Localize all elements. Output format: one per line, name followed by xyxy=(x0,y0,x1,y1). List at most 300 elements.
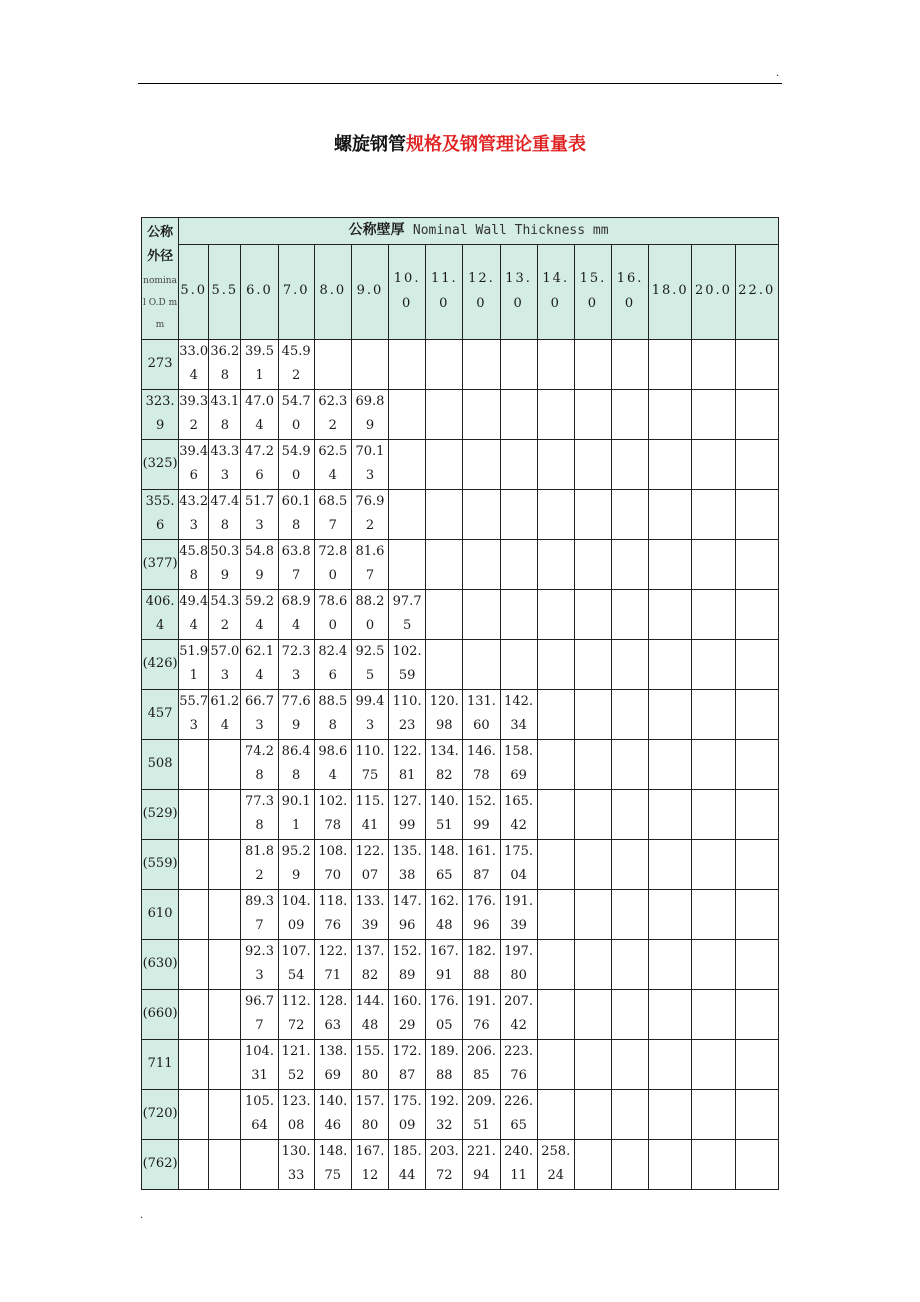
weight-cell: 162.48 xyxy=(426,889,463,939)
table-row xyxy=(142,789,779,839)
weight-cell xyxy=(735,1139,778,1189)
weight-cell: 121.52 xyxy=(278,1039,314,1089)
weight-cell: 120.98 xyxy=(426,689,463,739)
weight-cell xyxy=(537,339,574,389)
weight-cell: 104.31 xyxy=(241,1039,278,1089)
weight-cell: 122.71 xyxy=(314,939,351,989)
weight-cell: 127.99 xyxy=(389,789,426,839)
weight-cell: 110.23 xyxy=(389,689,426,739)
weight-cell: 167.91 xyxy=(426,939,463,989)
page-title xyxy=(0,130,920,156)
weight-cell xyxy=(574,689,611,739)
weight-cell: 66.73 xyxy=(241,689,278,739)
weight-cell: 62.14 xyxy=(241,639,278,689)
weight-cell xyxy=(179,1039,209,1089)
od-cell: (762) xyxy=(142,1139,179,1189)
weight-cell: 115.41 xyxy=(351,789,388,839)
weight-cell: 221.94 xyxy=(463,1139,500,1189)
weight-cell xyxy=(692,439,735,489)
table-row xyxy=(142,839,779,889)
weight-cell: 90.11 xyxy=(278,789,314,839)
thickness-header-cell: 13.0 xyxy=(500,244,537,339)
weight-cell: 86.48 xyxy=(278,739,314,789)
weight-cell xyxy=(209,889,241,939)
weight-cell xyxy=(241,1139,278,1189)
weight-cell: 197.80 xyxy=(500,939,537,989)
weight-cell: 50.39 xyxy=(209,539,241,589)
weight-cell: 39.46 xyxy=(179,439,209,489)
table-row xyxy=(142,1089,779,1139)
weight-cell: 54.89 xyxy=(241,539,278,589)
thickness-header-cell: 10.0 xyxy=(389,244,426,339)
weight-cell xyxy=(537,989,574,1039)
title-red-part: 规格及钢管理论重量表 xyxy=(406,134,586,155)
weight-cell xyxy=(426,539,463,589)
weight-cell xyxy=(463,339,500,389)
weight-cell xyxy=(611,889,648,939)
weight-cell xyxy=(179,1139,209,1189)
weight-cell: 155.80 xyxy=(351,1039,388,1089)
weight-cell xyxy=(209,939,241,989)
weight-cell: 158.69 xyxy=(500,739,537,789)
wall-thickness-header xyxy=(179,218,779,245)
weight-cell xyxy=(389,489,426,539)
weight-cell xyxy=(692,739,735,789)
weight-cell: 47.26 xyxy=(241,439,278,489)
weight-cell xyxy=(649,989,692,1039)
weight-cell xyxy=(500,589,537,639)
weight-cell xyxy=(611,689,648,739)
weight-cell: 39.51 xyxy=(241,339,278,389)
table-row xyxy=(142,1039,779,1089)
weight-cell: 140.51 xyxy=(426,789,463,839)
od-cell: (377) xyxy=(142,539,179,589)
table-row xyxy=(142,939,779,989)
weight-cell: 112.72 xyxy=(278,989,314,1039)
weight-cell: 81.67 xyxy=(351,539,388,589)
od-cell: 273 xyxy=(142,339,179,389)
weight-cell: 209.51 xyxy=(463,1089,500,1139)
weight-cell: 105.64 xyxy=(241,1089,278,1139)
weight-cell: 223.76 xyxy=(500,1039,537,1089)
weight-cell xyxy=(574,1039,611,1089)
weight-cell: 176.96 xyxy=(463,889,500,939)
weight-cell: 89.37 xyxy=(241,889,278,939)
weight-cell xyxy=(611,939,648,989)
weight-cell xyxy=(735,539,778,589)
thickness-header-row xyxy=(142,244,779,339)
wall-header-cn: 公称壁厚 xyxy=(348,222,405,238)
od-cell: (559) xyxy=(142,839,179,889)
weight-cell: 36.28 xyxy=(209,339,241,389)
weight-cell: 137.82 xyxy=(351,939,388,989)
weight-cell: 77.69 xyxy=(278,689,314,739)
weight-cell xyxy=(463,539,500,589)
weight-cell xyxy=(574,589,611,639)
weight-cell xyxy=(649,539,692,589)
weight-cell: 133.39 xyxy=(351,889,388,939)
weight-cell: 47.04 xyxy=(241,389,278,439)
weight-cell xyxy=(735,739,778,789)
weight-cell: 148.65 xyxy=(426,839,463,889)
weight-cell xyxy=(537,739,574,789)
weight-cell: 152.89 xyxy=(389,939,426,989)
weight-cell xyxy=(179,989,209,1039)
weight-cell xyxy=(611,789,648,839)
od-cell: 610 xyxy=(142,889,179,939)
weight-cell: 192.32 xyxy=(426,1089,463,1139)
weight-cell xyxy=(649,1089,692,1139)
weight-cell xyxy=(179,1089,209,1139)
weight-cell xyxy=(692,1139,735,1189)
weight-cell xyxy=(537,1089,574,1139)
weight-cell: 57.03 xyxy=(209,639,241,689)
weight-cell: 63.87 xyxy=(278,539,314,589)
od-cell: 711 xyxy=(142,1039,179,1089)
weight-cell xyxy=(649,339,692,389)
weight-cell xyxy=(537,539,574,589)
weight-cell xyxy=(735,1089,778,1139)
weight-cell: 203.72 xyxy=(426,1139,463,1189)
weight-cell xyxy=(500,639,537,689)
weight-cell xyxy=(574,839,611,889)
weight-cell: 51.91 xyxy=(179,639,209,689)
weight-cell xyxy=(692,539,735,589)
footer-mark: . xyxy=(140,1210,144,1221)
weight-cell: 167.12 xyxy=(351,1139,388,1189)
weight-cell xyxy=(611,539,648,589)
weight-cell: 55.73 xyxy=(179,689,209,739)
weight-cell xyxy=(463,439,500,489)
od-cell: 508 xyxy=(142,739,179,789)
weight-cell: 118.76 xyxy=(314,889,351,939)
thickness-header-cell: 14.0 xyxy=(537,244,574,339)
thickness-header-cell: 18.0 xyxy=(649,244,692,339)
weight-cell xyxy=(574,989,611,1039)
weight-cell xyxy=(209,839,241,889)
od-cell: 457 xyxy=(142,689,179,739)
weight-cell: 49.44 xyxy=(179,589,209,639)
weight-cell: 135.38 xyxy=(389,839,426,889)
weight-cell: 43.23 xyxy=(179,489,209,539)
weight-cell xyxy=(735,789,778,839)
weight-cell xyxy=(574,1089,611,1139)
weight-cell xyxy=(649,839,692,889)
weight-cell: 81.82 xyxy=(241,839,278,889)
weight-cell xyxy=(537,589,574,639)
od-header-line1: 公称 xyxy=(147,224,174,240)
weight-cell: 175.04 xyxy=(500,839,537,889)
thickness-header-cell: 12.0 xyxy=(463,244,500,339)
weight-cell: 51.73 xyxy=(241,489,278,539)
weight-cell xyxy=(611,639,648,689)
weight-cell: 69.89 xyxy=(351,389,388,439)
weight-cell xyxy=(692,589,735,639)
table-row xyxy=(142,439,779,489)
weight-cell xyxy=(426,589,463,639)
weight-cell: 182.88 xyxy=(463,939,500,989)
weight-cell: 39.32 xyxy=(179,389,209,439)
weight-cell xyxy=(692,789,735,839)
weight-cell: 47.48 xyxy=(209,489,241,539)
weight-cell: 72.33 xyxy=(278,639,314,689)
weight-cell xyxy=(735,489,778,539)
thickness-header-cell: 8.0 xyxy=(314,244,351,339)
weight-cell: 102.78 xyxy=(314,789,351,839)
thickness-header-cell: 11.0 xyxy=(426,244,463,339)
weight-cell: 122.07 xyxy=(351,839,388,889)
weight-cell: 92.55 xyxy=(351,639,388,689)
weight-cell: 72.80 xyxy=(314,539,351,589)
weight-cell xyxy=(574,539,611,589)
weight-cell: 68.57 xyxy=(314,489,351,539)
weight-cell xyxy=(351,339,388,389)
weight-cell: 104.09 xyxy=(278,889,314,939)
weight-cell xyxy=(537,1039,574,1089)
weight-cell xyxy=(500,539,537,589)
weight-cell xyxy=(649,739,692,789)
weight-cell xyxy=(649,1139,692,1189)
weight-cell: 226.65 xyxy=(500,1089,537,1139)
weight-cell xyxy=(692,1089,735,1139)
table-row xyxy=(142,389,779,439)
weight-cell xyxy=(611,739,648,789)
weight-cell xyxy=(209,739,241,789)
od-cell: 406.4 xyxy=(142,589,179,639)
weight-cell xyxy=(574,939,611,989)
thickness-header-cell: 5.5 xyxy=(209,244,241,339)
weight-cell xyxy=(574,889,611,939)
od-cell: (426) xyxy=(142,639,179,689)
weight-cell xyxy=(735,889,778,939)
od-header-line2: 外径 xyxy=(147,249,174,265)
weight-cell xyxy=(611,1039,648,1089)
weight-cell xyxy=(611,989,648,1039)
weight-cell: 62.32 xyxy=(314,389,351,439)
weight-cell xyxy=(735,939,778,989)
weight-cell: 96.77 xyxy=(241,989,278,1039)
weight-cell: 189.88 xyxy=(426,1039,463,1089)
od-header-cell xyxy=(142,218,179,340)
weight-cell xyxy=(574,739,611,789)
table-row xyxy=(142,689,779,739)
weight-cell: 185.44 xyxy=(389,1139,426,1189)
weight-cell: 157.80 xyxy=(351,1089,388,1139)
weight-cell xyxy=(692,889,735,939)
weight-cell: 61.24 xyxy=(209,689,241,739)
weight-cell xyxy=(537,839,574,889)
weight-cell xyxy=(426,639,463,689)
weight-cell: 99.43 xyxy=(351,689,388,739)
weight-cell xyxy=(649,889,692,939)
weight-cell: 147.96 xyxy=(389,889,426,939)
weight-cell xyxy=(537,689,574,739)
weight-cell xyxy=(692,389,735,439)
weight-cell xyxy=(209,989,241,1039)
weight-cell: 148.75 xyxy=(314,1139,351,1189)
weight-cell xyxy=(692,339,735,389)
weight-cell xyxy=(179,789,209,839)
weight-cell xyxy=(692,689,735,739)
weight-cell xyxy=(611,1139,648,1189)
weight-cell: 138.69 xyxy=(314,1039,351,1089)
weight-cell: 102.59 xyxy=(389,639,426,689)
weight-cell: 45.88 xyxy=(179,539,209,589)
weight-cell: 68.94 xyxy=(278,589,314,639)
weight-cell xyxy=(500,489,537,539)
weight-cell xyxy=(735,1039,778,1089)
weight-cell: 108.70 xyxy=(314,839,351,889)
weight-cell: 54.70 xyxy=(278,389,314,439)
weight-cell xyxy=(463,389,500,439)
weight-cell xyxy=(426,439,463,489)
weight-cell: 70.13 xyxy=(351,439,388,489)
weight-cell: 191.76 xyxy=(463,989,500,1039)
weight-cell xyxy=(389,539,426,589)
weight-cell xyxy=(735,439,778,489)
weight-cell: 191.39 xyxy=(500,889,537,939)
weight-cell xyxy=(649,689,692,739)
weight-cell xyxy=(314,339,351,389)
weight-cell xyxy=(735,339,778,389)
thickness-header-cell: 6.0 xyxy=(241,244,278,339)
weight-cell: 82.46 xyxy=(314,639,351,689)
weight-cell xyxy=(179,939,209,989)
table-row xyxy=(142,539,779,589)
weight-cell: 107.54 xyxy=(278,939,314,989)
weight-cell xyxy=(537,439,574,489)
header-mark: . xyxy=(776,68,780,79)
weight-cell xyxy=(500,339,537,389)
weight-cell: 78.60 xyxy=(314,589,351,639)
od-cell: (325) xyxy=(142,439,179,489)
weight-cell xyxy=(537,639,574,689)
thickness-header-cell: 16.0 xyxy=(611,244,648,339)
weight-cell xyxy=(574,439,611,489)
weight-cell xyxy=(426,489,463,539)
weight-cell xyxy=(649,389,692,439)
weight-cell xyxy=(611,589,648,639)
weight-cell: 206.85 xyxy=(463,1039,500,1089)
weight-cell: 122.81 xyxy=(389,739,426,789)
weight-cell xyxy=(389,439,426,489)
weight-cell xyxy=(692,989,735,1039)
wall-header-en: Nominal Wall Thickness mm xyxy=(412,223,609,238)
thickness-header-cell: 22.0 xyxy=(735,244,778,339)
weight-cell: 123.08 xyxy=(278,1089,314,1139)
od-header-small: nominal O.D mm xyxy=(143,275,178,330)
weight-cell xyxy=(611,1089,648,1139)
weight-cell xyxy=(692,489,735,539)
weight-cell: 77.38 xyxy=(241,789,278,839)
weight-cell: 98.64 xyxy=(314,739,351,789)
table-body xyxy=(142,339,779,1189)
weight-cell xyxy=(574,789,611,839)
weight-cell xyxy=(735,839,778,889)
weight-cell xyxy=(426,389,463,439)
weight-cell xyxy=(649,939,692,989)
weight-cell xyxy=(649,439,692,489)
weight-cell: 175.09 xyxy=(389,1089,426,1139)
weight-cell xyxy=(463,639,500,689)
weight-cell: 207.42 xyxy=(500,989,537,1039)
weight-cell: 160.29 xyxy=(389,989,426,1039)
weight-cell xyxy=(426,339,463,389)
thickness-header-cell: 5.0 xyxy=(179,244,209,339)
weight-cell xyxy=(209,1139,241,1189)
thickness-header-cell: 20.0 xyxy=(692,244,735,339)
weight-cell: 142.34 xyxy=(500,689,537,739)
weight-cell xyxy=(179,839,209,889)
weight-cell: 172.87 xyxy=(389,1039,426,1089)
weight-cell xyxy=(735,689,778,739)
thickness-header-cell: 7.0 xyxy=(278,244,314,339)
od-cell: (630) xyxy=(142,939,179,989)
weight-cell xyxy=(537,889,574,939)
table-row xyxy=(142,589,779,639)
weight-cell: 131.60 xyxy=(463,689,500,739)
thickness-header-cell: 15.0 xyxy=(574,244,611,339)
weight-cell xyxy=(692,1039,735,1089)
weight-cell xyxy=(692,939,735,989)
table-row xyxy=(142,339,779,389)
weight-cell xyxy=(537,789,574,839)
weight-cell xyxy=(649,789,692,839)
weight-cell xyxy=(537,389,574,439)
weight-cell: 45.92 xyxy=(278,339,314,389)
weight-cell: 54.32 xyxy=(209,589,241,639)
weight-cell xyxy=(537,939,574,989)
weight-cell: 258.24 xyxy=(537,1139,574,1189)
od-cell: (529) xyxy=(142,789,179,839)
weight-cell: 88.58 xyxy=(314,689,351,739)
table-row xyxy=(142,989,779,1039)
weight-cell: 240.11 xyxy=(500,1139,537,1189)
weight-cell xyxy=(574,389,611,439)
od-cell: 355.6 xyxy=(142,489,179,539)
od-cell: 323.9 xyxy=(142,389,179,439)
weight-cell: 165.42 xyxy=(500,789,537,839)
weight-cell: 95.29 xyxy=(278,839,314,889)
weight-cell xyxy=(611,389,648,439)
weight-cell xyxy=(209,789,241,839)
weight-cell xyxy=(179,889,209,939)
weight-cell xyxy=(574,489,611,539)
weight-cell xyxy=(537,489,574,539)
weight-cell: 88.20 xyxy=(351,589,388,639)
weight-cell xyxy=(209,1089,241,1139)
weight-cell xyxy=(735,639,778,689)
header-rule xyxy=(138,83,782,84)
weight-cell xyxy=(574,639,611,689)
weight-cell: 60.18 xyxy=(278,489,314,539)
weight-cell xyxy=(649,589,692,639)
weight-cell xyxy=(500,439,537,489)
weight-cell xyxy=(611,489,648,539)
table-row xyxy=(142,639,779,689)
weight-cell xyxy=(463,489,500,539)
weight-cell xyxy=(649,489,692,539)
od-cell: (720) xyxy=(142,1089,179,1139)
weight-cell: 33.04 xyxy=(179,339,209,389)
weight-cell: 110.75 xyxy=(351,739,388,789)
weight-cell: 140.46 xyxy=(314,1089,351,1139)
weight-cell xyxy=(463,589,500,639)
weight-cell xyxy=(574,339,611,389)
weight-cell: 134.82 xyxy=(426,739,463,789)
weight-cell: 176.05 xyxy=(426,989,463,1039)
weight-cell xyxy=(209,1039,241,1089)
